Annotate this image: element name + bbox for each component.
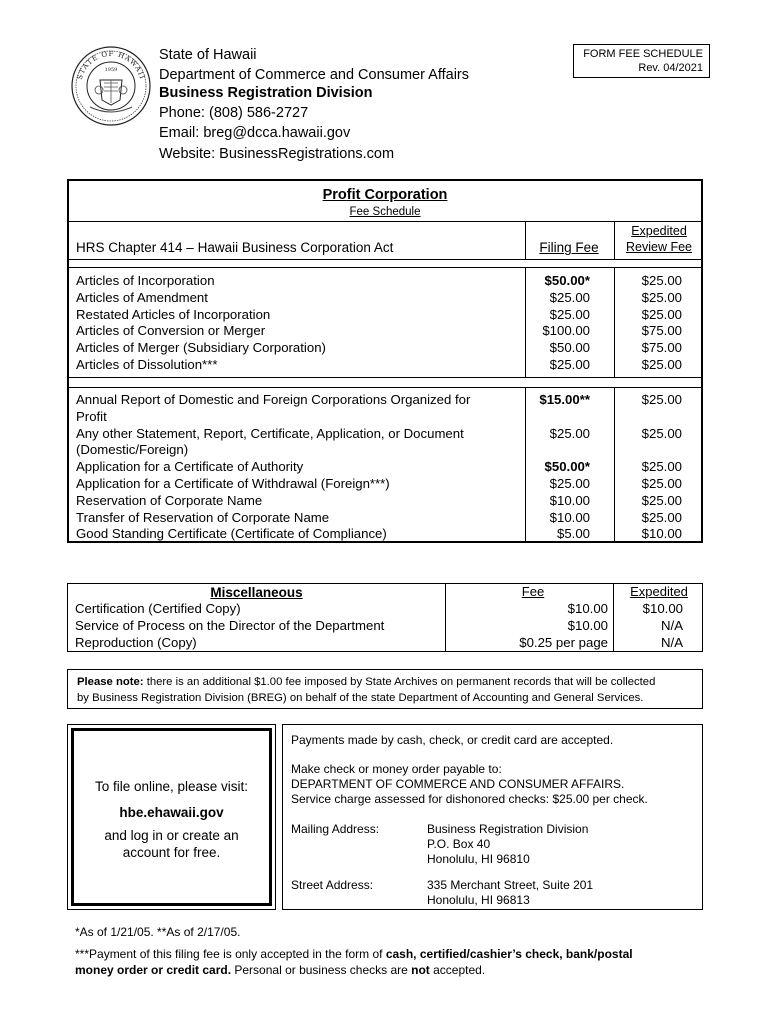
divider [69,259,701,260]
fee-row-name: Articles of Incorporation [76,273,215,288]
fee-row-name: Articles of Amendment [76,289,208,305]
street-line-1: 335 Merchant Street, Suite 201 [427,878,594,892]
online-filing-inner [71,728,272,906]
fee-row-name: Good Standing Certificate (Certificate of Compliance) [76,526,387,542]
fee-row-expedited-fee: $25.00 [641,306,682,322]
street-label: Street Address: [291,878,374,892]
fee-row-filing-fee: $25.00 [549,289,590,305]
fee-row-filing-fee: $50.00* [544,459,590,475]
fee-row-expedited-fee: $25.00 [641,392,682,407]
profit-subtitle: Fee Schedule [349,206,421,218]
misc-col-expedited: Expedited [630,584,688,599]
fee-row-name: Application for a Certificate of Withdrawal (Foreign***) [76,476,390,491]
fee-row-expedited-fee: $25.00 [641,476,682,491]
col-divider [614,267,615,377]
fee-row-name: Articles of Merger (Subsidiary Corporation) [76,340,326,356]
miscellaneous-table [67,583,703,652]
fee-row-name: Articles of Conversion or Merger [76,323,266,339]
fee-row-filing-fee: $15.00** [539,392,590,407]
state-seal-icon [70,45,152,127]
online-line-1: To file online, please visit: [94,779,249,794]
fee-row-expedited-fee: $75.00 [641,323,682,339]
form-title: FORM FEE SCHEDULE [583,48,703,60]
misc-col-fee: Fee [521,584,545,599]
note-box [67,669,703,709]
col-filing-fee: Filing Fee [539,240,599,255]
fee-row-name: Reservation of Corporate Name [76,492,263,508]
fee-row-filing-fee: $100.00 [542,323,590,339]
misc-row-expedited: N/A [661,617,683,633]
fee-row-name: Application for a Certificate of Authority [76,459,304,475]
fee-row-name: Transfer of Reservation of Corporate Name [76,509,330,525]
online-line-3: account for free. [122,845,221,860]
form-revision: Rev. 04/2021 [638,62,703,74]
misc-row-name: Reproduction (Copy) [75,634,197,650]
fee-row-expedited-fee: $25.00 [641,509,682,525]
payable-line-1: Make check or money order payable to: [291,762,502,776]
misc-row-expedited: $10.00 [642,601,683,616]
fee-row-expedited-fee: $25.00 [641,289,682,305]
divider [69,221,701,222]
fee-row-filing-fee: $25.00 [549,425,590,441]
header-email: Email: breg@dcca.hawaii.gov [159,125,351,141]
fee-row-name-cont: (Domestic/Foreign) [76,442,189,458]
fee-row-filing-fee: $25.00 [549,357,590,372]
svg-text:STATE OF HAWAII: STATE OF HAWAII [75,49,147,81]
fee-row-expedited-fee: $10.00 [641,526,682,542]
online-filing-box [67,724,276,910]
fee-row-filing-fee: $5.00 [556,526,590,542]
note-text-2: by Business Registration Division (BREG) on behalf of the state Department of Accounting and General Services. [77,692,644,704]
header-state: State of Hawaii [159,47,257,63]
col-divider [525,267,526,377]
fee-row-expedited-fee: $25.00 [641,459,682,475]
fee-row-name: Articles of Dissolution*** [76,357,218,372]
payable-line-2: DEPARTMENT OF COMMERCE AND CONSUMER AFFAIRS. [291,777,625,791]
mailing-line-2: P.O. Box 40 [427,837,491,851]
misc-title: Miscellaneous [210,585,303,600]
fee-row-filing-fee: $50.00 [549,340,590,356]
col-expedited: Expedited Review Fee [626,224,692,254]
fee-row-filing-fee: $50.00* [544,273,590,288]
footnote-dates: *As of 1/21/05. **As of 2/17/05. [75,925,241,939]
street-line-2: Honolulu, HI 96813 [427,893,530,907]
fee-row-filing-fee: $25.00 [549,306,590,322]
footnote-payment-cont: money order or credit card. Personal or business checks are not accepted. [75,963,486,977]
mailing-line-3: Honolulu, HI 96810 [427,852,530,866]
header-division: Business Registration Division [159,85,373,101]
fee-row-expedited-fee: $25.00 [641,273,682,288]
fee-row-expedited-fee: $75.00 [641,340,682,356]
payment-accepted: Payments made by cash, check, or credit card are accepted. [291,733,614,747]
online-site-link[interactable]: hbe.ehawaii.gov [119,805,224,820]
header-phone: Phone: (808) 586-2727 [159,105,309,121]
fee-row-filing-fee: $25.00 [549,476,590,491]
misc-row-fee: $10.00 [567,617,608,633]
fee-row-filing-fee: $10.00 [549,509,590,525]
footnote-payment: ***Payment of this filing fee is only accepted in the form of cash, certified/cashier’s check, bank/postal [75,947,633,961]
misc-row-expedited: N/A [661,634,683,650]
misc-row-fee: $0.25 per page [519,634,608,650]
online-line-2: and log in or create an [104,828,239,843]
payment-info-box [282,724,703,910]
fee-row-expedited-fee: $25.00 [641,357,682,372]
header-website: Website: BusinessRegistrations.com [159,146,395,162]
col-divider [445,584,446,651]
fee-row-filing-fee: $10.00 [549,492,590,508]
note-label: Please note: [77,676,144,688]
fee-row-expedited-fee: $25.00 [641,425,682,441]
act-label: HRS Chapter 414 – Hawaii Business Corporation Act [76,240,394,255]
fee-row-expedited-fee: $25.00 [641,492,682,508]
profit-corporation-table [67,179,703,543]
profit-title: Profit Corporation [322,187,448,203]
fee-row-name-cont: Profit [76,408,107,424]
fee-row-name: Annual Report of Domestic and Foreign Corporations Organized for [76,392,471,407]
fee-row-name: Any other Statement, Report, Certificate, Application, or Document [76,425,464,441]
divider [69,387,701,388]
form-id-box [573,44,710,78]
fee-row-name: Restated Articles of Incorporation [76,306,271,322]
divider [69,267,701,268]
divider [69,377,701,378]
mailing-label: Mailing Address: [291,822,380,836]
svg-text:1959: 1959 [104,67,118,73]
header-department: Department of Commerce and Consumer Affairs [159,67,470,83]
col-divider [614,387,615,541]
misc-row-name: Certification (Certified Copy) [75,601,241,616]
note-text-1: there is an additional $1.00 fee imposed by State Archives on permanent records that will be collected [143,676,656,688]
payable-line-3: Service charge assessed for dishonored checks: $25.00 per check. [291,792,648,806]
col-divider [613,584,614,651]
misc-row-fee: $10.00 [567,601,608,616]
col-divider [525,221,526,259]
misc-row-name: Service of Process on the Director of the Department [75,617,385,633]
mailing-line-1: Business Registration Division [427,822,589,836]
col-divider [525,387,526,541]
col-divider [614,221,615,259]
